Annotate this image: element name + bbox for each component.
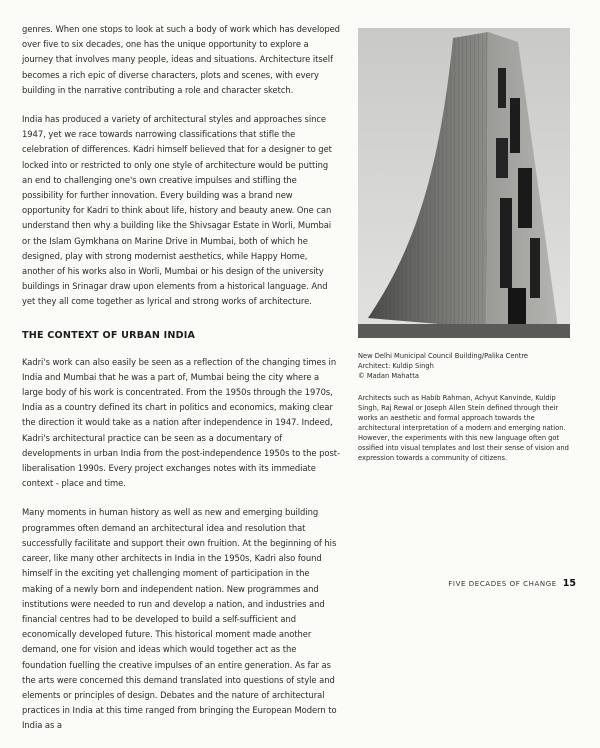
building-photo [358, 28, 570, 338]
page-number: 15 [562, 578, 576, 589]
paragraph-4: Many moments in human history as well as new and emerging building programmes often demand an architectural idea and resolution that successfully facilitate and support their own fruition. At the beginning of his career, like many other architects in India in the 1950s, Kadri also found himself in the exciting yet challenging moment of participation in the making of a newly born and independent nation. New programmes and institutions were needed to run and develop a nation, and industries and financial centres had to be developed to build a self-sufficient and economically developed future. This historical moment made another demand, one for vision and ideas which would together act as the foundation fuelling the creative impulses of an entire generation. As far as the arts were concerned this demand translated into questions of style and elements or principles of design. Debates and the nature of architectural practices in India at this time ranged from bringing the European Modern to India as a [22, 507, 337, 731]
footer-label: FIVE DECADES OF CHANGE [448, 580, 557, 588]
photo-caption [358, 352, 578, 381]
caption-architect: Architect: Kuldip Singh [358, 361, 434, 370]
paragraph-3: Kadri's work can also easily be seen as a reflection of the changing times in India and Mumbai that he was a part of, Mumbai being the city where a large body of his work is concentrated. From the 1950s through the 1970s, India as a country defined its chart in politics and economics, making clear the direction it would take as a nation after independence in 1947. Indeed, Kadri's architectural practice can be seen as a documentary of developments in urban India from the post-independence 1950s to the post-liberalisation 1990s. Every project exchanges notes with its immediate context - place and time. [22, 356, 340, 489]
paragraph-1: genres. When one stops to look at such a body of work which has developed over five to six decades, one has the unique opportunity to explore a journey that involves many people, ideas and situations. Architecture itself becomes a rich epic of diverse characters, plots and scenes, with every building in the narrative contributing a role and character sketch. [22, 24, 340, 95]
caption-credit: © Madan Mahatta [358, 371, 419, 380]
sidebar-paragraph: Architects such as Habib Rahman, Achyut Kanvinde, Kuldip Singh, Raj Rewal or Joseph Allen Stein defined through their works an aesthetic and formal approach towards the architectural interpretation of a modern and emerging nation. However, the experiments with this new language often got ossified into visual templates and lost their sense of vision and expression towards a community of citizens. [358, 394, 569, 462]
section-heading: THE CONTEXT OF URBAN INDIA [22, 329, 196, 341]
caption-title: New Delhi Municipal Council Building/Palika Centre [358, 352, 529, 360]
main-text-column [22, 22, 340, 748]
page-footer [448, 578, 576, 589]
paragraph-2: India has produced a variety of architectural styles and approaches since 1947, yet we race towards narrowing classifications that stifle the celebration of differences. Kadri himself believed that for a designer to get locked into or restricted to only one style of architecture would be putting an end to challenging one's own creative impulses and stifling the possibility for further innovation. Every building was a brand new opportunity for Kadri to think about life, history and beauty anew. One can understand then why a building like the Shivsagar Estate in Worli, Mumbai or the Islam Gymkhana on Marine Drive in Mumbai, both of which he designed, play with strong modernist aesthetics, while Happy Home, another of his works also in Worli, Mumbai or his design of the university buildings in Srinagar draw upon elements from a historical language. And yet they all come together as lyrical and strong works of architecture. [22, 114, 332, 307]
